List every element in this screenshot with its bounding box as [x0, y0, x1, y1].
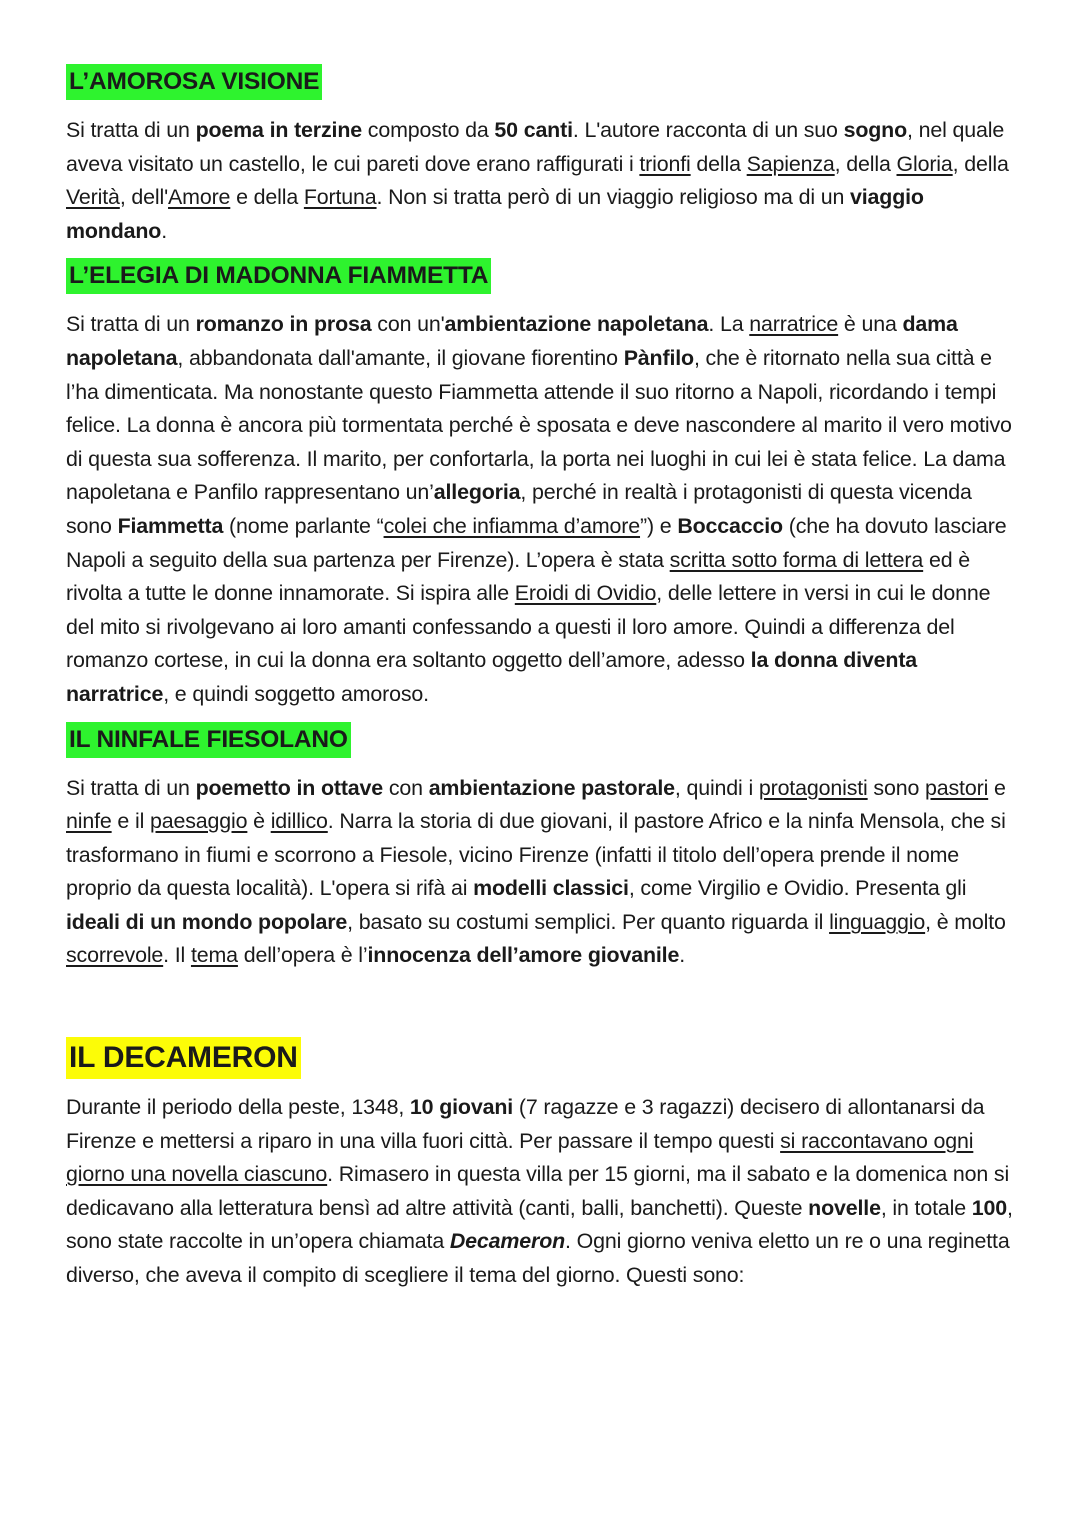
underlined-text: Sapienza	[746, 151, 835, 176]
text-run: dell’opera è l’	[237, 943, 368, 968]
text-run: , delle lettere in versi in cui le donne del mito si rivolgevano ai loro amanti confessando a questi il loro amore. Quindi a differenza del romanzo cortese, in cui la donna era soltanto oggetto dell’amore, adesso	[66, 581, 991, 673]
underlined-text: colei che infiamma d’amore	[383, 513, 641, 538]
bold-text: poemetto in ottave	[195, 775, 384, 800]
text-run: Si tratta di un	[66, 775, 196, 800]
underlined-text: Verità	[66, 185, 120, 210]
bold-text: innocenza dell’amore giovanile	[367, 943, 680, 968]
text-run: , nel quale aveva visitato un castello, le cui pareti dove erano raffigurati i	[66, 118, 1005, 176]
section-amorosa-visione	[66, 64, 1018, 248]
text-run: Durante il periodo della peste, 1348,	[66, 1095, 410, 1120]
bold-text: 10 giovani	[409, 1095, 514, 1120]
text-run: composto da	[361, 118, 495, 142]
text-run: , dell'	[119, 185, 169, 210]
text-run: , perché in realtà i protagonisti di questa vicenda sono	[66, 480, 972, 538]
bold-text: dama napoletana	[66, 312, 958, 370]
bold-text: sogno	[843, 118, 908, 142]
section-ninfale-fiesolano	[66, 712, 1018, 974]
document-page	[66, 64, 1018, 1293]
text-run: . Narra la storia di due giovani, il pastore Africo e la ninfa Mensola, che si trasformano in fiumi e scorrono a Fiesole, vicino Firenze (infatti il titolo dell’opera prende il nome proprio da questa località). L'opera si rifà ai	[66, 809, 1006, 901]
underlined-text: si raccontavano ogni giorno una novella ciascuno	[66, 1128, 974, 1187]
text-run: .	[161, 218, 167, 243]
text-run: , e quindi soggetto amoroso.	[163, 681, 429, 706]
section-title: L’ELEGIA DI MADONNA FIAMMETTA	[66, 258, 491, 294]
bold-text: Pànfilo	[623, 345, 694, 370]
text-run: . Non si tratta però di un viaggio religioso ma di un	[376, 185, 850, 210]
bold-text: poema in terzine	[195, 118, 362, 142]
text-run: , sono state raccolte in un’opera chiamata	[66, 1195, 1013, 1254]
section-paragraph	[66, 308, 1018, 711]
text-run: e della	[230, 185, 304, 210]
text-run: . L'autore racconta di un suo	[572, 118, 844, 142]
bold-text: allegoria	[433, 480, 521, 505]
bold-text: novelle	[808, 1195, 881, 1220]
text-run: , abbandonata dall'amante, il giovane fiorentino	[177, 345, 624, 370]
text-run: , come Virgilio e Ovidio. Presenta gli	[628, 876, 967, 901]
text-run: (che ha dovuto lasciare Napoli a seguito della sua partenza per Firenze). L’opera è stata	[66, 513, 1007, 572]
bold-text: modelli classici	[473, 876, 629, 901]
section-elegia-fiammetta	[66, 248, 1018, 711]
bold-text: Fiammetta	[117, 513, 224, 538]
text-run: , quindi i	[674, 775, 759, 800]
text-run: (nome parlante “	[223, 513, 384, 538]
bold-text: viaggio mondano	[66, 185, 924, 243]
bold-text: Boccaccio	[677, 513, 783, 538]
text-run: Si tratta di un	[66, 118, 196, 142]
text-run: ed è rivolta a tutte le donne innamorate. Si ispira alle	[66, 547, 970, 606]
section-title: IL NINFALE FIESOLANO	[66, 722, 351, 758]
underlined-text: paesaggio	[149, 809, 248, 834]
text-run: è	[247, 809, 271, 834]
bold-text: la donna diventa narratrice	[66, 648, 918, 706]
text-run: , che è ritornato nella sua città e l’ha dimenticata. Ma nonostante questo Fiammetta attende il suo ritorno a Napoli, ricordando i tempi felice. La donna è ancora più tormentata perché è sposata e deve nascondere al marito il vero motivo di questa sua sofferenza. Il marito, per confortarla, la porta nei luoghi in cui lei è stata felice. La dama napoletana e Panfilo rappresentano un’	[66, 345, 1012, 505]
underlined-text: narratrice	[749, 312, 839, 337]
bold-text: ambientazione pastorale	[428, 775, 675, 800]
text-run: sono	[867, 775, 926, 800]
section-title: L’AMOROSA VISIONE	[66, 64, 322, 100]
underlined-text: trionfi	[639, 151, 691, 176]
text-run: .	[679, 943, 686, 968]
text-run: ”) e	[640, 513, 678, 538]
underlined-text: scritta sotto forma di lettera	[669, 547, 924, 572]
chapter-title: IL DECAMERON	[66, 1037, 301, 1079]
underlined-text: scorrevole	[66, 943, 164, 968]
text-run: , basato su costumi semplici. Per quanto riguarda il	[347, 909, 830, 934]
section-decameron	[66, 973, 1018, 1293]
text-run: e il	[111, 809, 150, 834]
text-run: (7 ragazze e 3 ragazzi) decisero di allontanarsi da Firenze e mettersi a riparo in una villa fuori città. Per passare il tempo questi	[66, 1095, 985, 1153]
text-run: della	[690, 151, 747, 176]
bold-text: ambientazione napoletana	[444, 312, 709, 337]
section-paragraph	[66, 772, 1018, 974]
text-run: . La	[708, 312, 750, 337]
text-run: è una	[838, 312, 903, 337]
underlined-text: Fortuna	[303, 185, 377, 210]
underlined-text: protagonisti	[758, 775, 868, 800]
underlined-text: ninfe	[66, 809, 112, 834]
bold-text: 100	[971, 1195, 1008, 1220]
text-run: . Ogni giorno veniva eletto un re o una reginetta diverso, che aveva il compito di scegliere il tema del giorno. Questi sono:	[66, 1229, 1010, 1288]
section-paragraph	[66, 114, 1018, 248]
text-run: con un'	[371, 312, 445, 337]
text-run: , è molto	[925, 909, 1006, 934]
bold-italic-text: Decameron	[449, 1229, 566, 1254]
text-run: , in totale	[880, 1195, 972, 1220]
section-paragraph	[66, 1091, 1018, 1293]
underlined-text: Amore	[168, 185, 231, 210]
underlined-text: pastori	[925, 775, 989, 800]
text-run: . Il	[163, 943, 191, 968]
bold-text: 50 canti	[494, 118, 573, 142]
text-run: , della	[834, 151, 897, 176]
text-run: , della	[952, 151, 1009, 176]
text-run: . Rimasero in questa villa per 15 giorni, ma il sabato e la domenica non si dedicavano alla letteratura bensì ad altre attività (canti, balli, banchetti). Queste	[66, 1162, 1010, 1220]
text-run: e	[988, 775, 1006, 800]
underlined-text: idillico	[270, 809, 328, 834]
bold-text: romanzo in prosa	[195, 312, 372, 337]
bold-text: ideali di un mondo popolare	[66, 909, 348, 934]
underlined-text: tema	[190, 943, 238, 968]
text-run: con	[383, 775, 429, 800]
underlined-text: Eroidi di Ovidio	[514, 581, 657, 606]
underlined-text: linguaggio	[829, 909, 926, 934]
text-run: Si tratta di un	[66, 312, 196, 337]
underlined-text: Gloria	[896, 151, 953, 176]
